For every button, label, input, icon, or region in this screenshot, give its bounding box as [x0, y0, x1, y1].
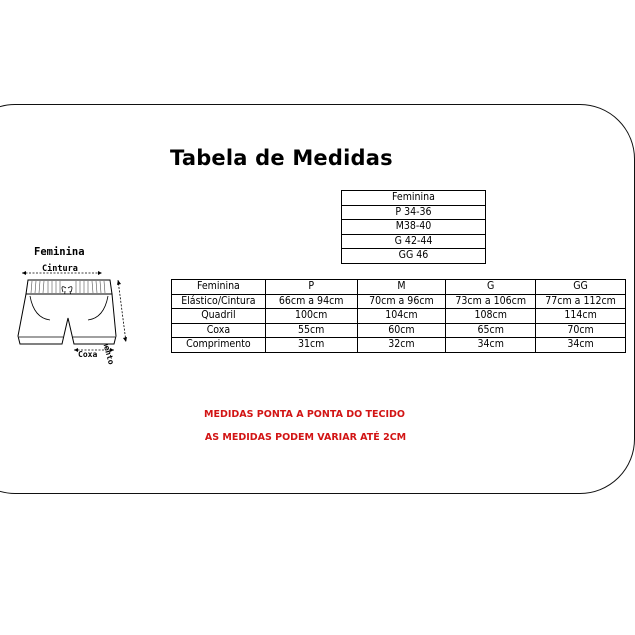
header-cell: G: [446, 280, 536, 295]
thigh-label: Coxa: [78, 350, 98, 359]
row-label: Elástico/Cintura: [172, 294, 266, 309]
table-cell: Feminina: [342, 191, 486, 206]
shorts-illustration: [14, 244, 144, 364]
header-cell: M: [357, 280, 446, 295]
table-cell: 104cm: [357, 309, 446, 324]
table-row: [172, 294, 626, 309]
table-row: [172, 323, 626, 338]
table-cell: 70cm a 96cm: [357, 294, 446, 309]
page-title: Tabela de Medidas: [170, 146, 393, 170]
table-cell: GG 46: [342, 249, 486, 264]
table-header-row: [172, 280, 626, 295]
measures-table: [171, 279, 626, 353]
row-label: Coxa: [172, 323, 266, 338]
table-cell: 34cm: [536, 338, 626, 353]
table-cell: 77cm a 112cm: [536, 294, 626, 309]
row-label: Quadril: [172, 309, 266, 324]
table-cell: 32cm: [357, 338, 446, 353]
table-cell: 73cm a 106cm: [446, 294, 536, 309]
table-row: [342, 220, 486, 235]
table-cell: 60cm: [357, 323, 446, 338]
header-cell: P: [265, 280, 357, 295]
table-row: [342, 205, 486, 220]
waist-label: Cintura: [42, 264, 78, 274]
table-cell: P 34-36: [342, 205, 486, 220]
table-cell: 108cm: [446, 309, 536, 324]
table-row: [342, 234, 486, 249]
shorts-diagram: [14, 244, 144, 364]
table-cell: 55cm: [265, 323, 357, 338]
table-cell: 66cm a 94cm: [265, 294, 357, 309]
note-measure-method: MEDIDAS PONTA A PONTA DO TECIDO: [204, 409, 405, 420]
table-row: [342, 191, 486, 206]
table-cell: 114cm: [536, 309, 626, 324]
header-cell: Feminina: [172, 280, 266, 295]
table-row: [342, 249, 486, 264]
table-cell: G 42-44: [342, 234, 486, 249]
note-variation: AS MEDIDAS PODEM VARIAR ATÉ 2CM: [204, 432, 407, 443]
table-cell: 70cm: [536, 323, 626, 338]
table-cell: M38-40: [342, 220, 486, 235]
table-row: [172, 338, 626, 353]
table-row: [172, 309, 626, 324]
header-cell: GG: [536, 280, 626, 295]
table-cell: 31cm: [265, 338, 357, 353]
table-cell: 34cm: [446, 338, 536, 353]
sizes-table: [341, 190, 486, 264]
row-label: Comprimento: [172, 338, 266, 353]
table-cell: 100cm: [265, 309, 357, 324]
table-cell: 65cm: [446, 323, 536, 338]
diagram-heading: Feminina: [34, 246, 85, 258]
